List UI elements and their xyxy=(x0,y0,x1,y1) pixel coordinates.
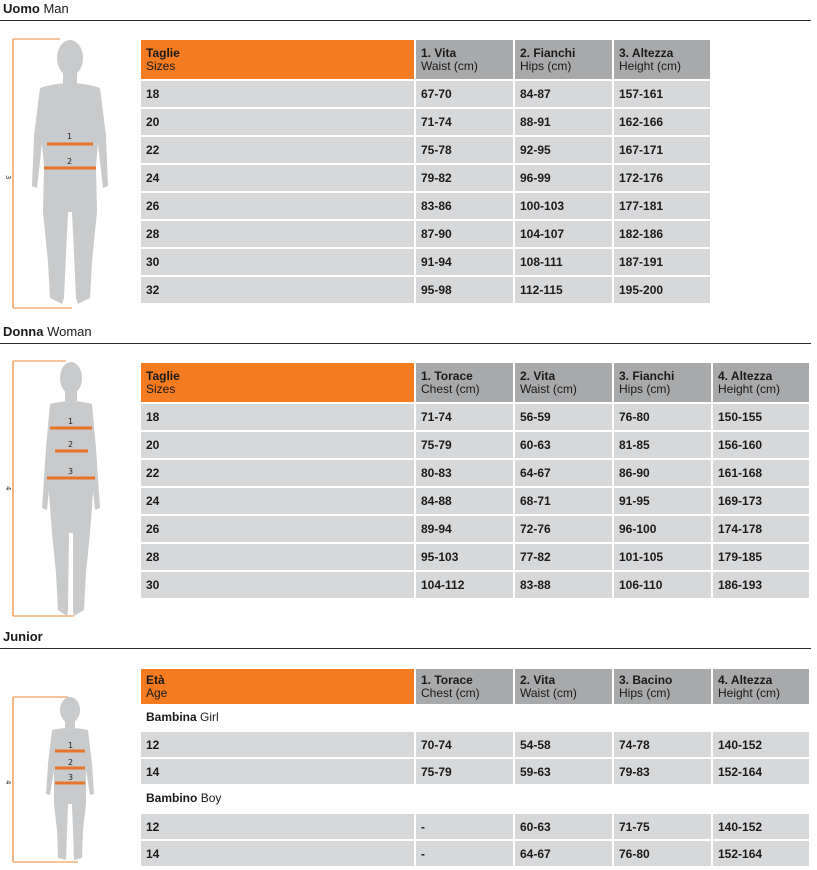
marker-2: 2 xyxy=(68,440,74,449)
measurement-cell: 92-95 xyxy=(515,135,614,163)
header-label xyxy=(141,704,811,730)
table-header-row xyxy=(141,363,811,402)
header-cell xyxy=(515,40,614,79)
man-figure xyxy=(0,36,130,312)
header-label: Girl xyxy=(200,710,219,724)
size-cell: 24 xyxy=(141,163,416,191)
header-label: Age xyxy=(146,685,168,700)
table-row xyxy=(141,514,811,542)
measurement-cell: 70-74 xyxy=(416,730,515,757)
measurement-cell: 68-71 xyxy=(515,486,614,514)
ruler-label: 4 xyxy=(4,780,12,785)
header-cell xyxy=(416,669,515,704)
header-cell xyxy=(416,40,515,79)
measurement-cell: 156-160 xyxy=(713,430,811,458)
header-label: Waist (cm) xyxy=(421,58,478,73)
measurement-cell: 60-63 xyxy=(515,812,614,839)
group-label-boy xyxy=(141,784,811,812)
header-cell xyxy=(515,669,614,704)
size-cell: 14 xyxy=(141,839,416,866)
header-label: Height (cm) xyxy=(619,58,682,73)
junior-figure xyxy=(0,694,130,866)
header-label: Height (cm) xyxy=(718,381,781,396)
header-label: Hips (cm) xyxy=(619,381,671,396)
table-row xyxy=(141,275,712,303)
table-row xyxy=(141,486,811,514)
measurement-cell: 179-185 xyxy=(713,542,811,570)
section-title-it: Uomo xyxy=(3,1,40,16)
measurement-cell: 152-164 xyxy=(713,757,811,784)
size-cell: 22 xyxy=(141,135,416,163)
measurement-cell: 67-70 xyxy=(416,79,515,107)
measurement-cell: 64-67 xyxy=(515,839,614,866)
header-label: 1. Torace xyxy=(421,368,473,383)
table-row xyxy=(141,402,811,430)
marker-2: 2 xyxy=(68,758,74,767)
section-title-en: Man xyxy=(43,1,69,16)
section-title-junior xyxy=(3,629,43,644)
measurement-cell: 74-78 xyxy=(614,730,713,757)
size-cell: 26 xyxy=(141,191,416,219)
header-label: 4. Altezza xyxy=(718,672,773,687)
header-label: 3. Fianchi xyxy=(619,368,675,383)
table-row xyxy=(141,730,811,757)
measurement-cell: 169-173 xyxy=(713,486,811,514)
measurement-cell: 162-166 xyxy=(614,107,712,135)
table-header-row xyxy=(141,669,811,704)
measurement-cell: 174-178 xyxy=(713,514,811,542)
header-label: 3. Altezza xyxy=(619,45,674,60)
size-cell: 24 xyxy=(141,486,416,514)
header-label: 1. Torace xyxy=(421,672,473,687)
table-row xyxy=(141,79,712,107)
measurement-cell: 106-110 xyxy=(614,570,713,598)
table-row xyxy=(141,430,811,458)
measurement-cell: 167-171 xyxy=(614,135,712,163)
table-row xyxy=(141,247,712,275)
header-cell xyxy=(614,40,712,79)
measurement-cell: 75-79 xyxy=(416,757,515,784)
marker-3: 3 xyxy=(68,467,74,476)
ruler-label: 4 xyxy=(4,486,12,491)
measurement-cell: 101-105 xyxy=(614,542,713,570)
size-cell: 18 xyxy=(141,402,416,430)
header-cell xyxy=(141,669,416,704)
measurement-cell: 72-76 xyxy=(515,514,614,542)
measurement-cell: 186-193 xyxy=(713,570,811,598)
measurement-cell: 152-164 xyxy=(713,839,811,866)
header-cell xyxy=(515,363,614,402)
measurement-cell: 95-98 xyxy=(416,275,515,303)
measurement-cell: 177-181 xyxy=(614,191,712,219)
measurement-cell: 79-83 xyxy=(614,757,713,784)
table-row xyxy=(141,107,712,135)
header-label: Waist (cm) xyxy=(520,381,577,396)
measurement-cell: 100-103 xyxy=(515,191,614,219)
header-label: Sizes xyxy=(146,381,176,396)
size-cell: 32 xyxy=(141,275,416,303)
measurement-cell: 79-82 xyxy=(416,163,515,191)
table-row xyxy=(141,570,811,598)
measurement-cell: 84-87 xyxy=(515,79,614,107)
measurement-cell: - xyxy=(416,812,515,839)
measurement-cell: 140-152 xyxy=(713,812,811,839)
measurement-cell: 83-88 xyxy=(515,570,614,598)
measurement-cell: 172-176 xyxy=(614,163,712,191)
marker-3: 3 xyxy=(68,773,74,782)
measurement-cell: 60-63 xyxy=(515,430,614,458)
measurement-cell: 75-79 xyxy=(416,430,515,458)
header-label xyxy=(141,784,811,812)
size-cell: 14 xyxy=(141,757,416,784)
header-label: Chest (cm) xyxy=(421,685,480,700)
measurement-cell: 150-155 xyxy=(713,402,811,430)
table-row xyxy=(141,191,712,219)
measurement-cell: 77-82 xyxy=(515,542,614,570)
header-label: 1. Vita xyxy=(421,45,457,60)
header-label: Sizes xyxy=(146,58,176,73)
header-label: 3. Bacino xyxy=(619,672,673,687)
size-cell: 30 xyxy=(141,247,416,275)
measurement-cell: 75-78 xyxy=(416,135,515,163)
marker-2: 2 xyxy=(67,157,73,166)
table-row xyxy=(141,757,811,784)
measurement-cell: 96-100 xyxy=(614,514,713,542)
measurement-cell: - xyxy=(416,839,515,866)
table-row xyxy=(141,839,811,866)
section-divider xyxy=(0,20,811,21)
size-cell: 20 xyxy=(141,107,416,135)
table-row xyxy=(141,219,712,247)
size-cell: 12 xyxy=(141,812,416,839)
measurement-cell: 81-85 xyxy=(614,430,713,458)
size-cell: 12 xyxy=(141,730,416,757)
size-cell: 18 xyxy=(141,79,416,107)
man-size-table xyxy=(141,40,712,303)
header-label: 2. Vita xyxy=(520,368,556,383)
section-divider xyxy=(0,648,811,649)
measurement-cell: 161-168 xyxy=(713,458,811,486)
measurement-cell: 157-161 xyxy=(614,79,712,107)
measurement-cell: 187-191 xyxy=(614,247,712,275)
section-title-woman xyxy=(3,324,92,339)
group-label-girl xyxy=(141,704,811,730)
measurement-cell: 80-83 xyxy=(416,458,515,486)
header-label: Height (cm) xyxy=(718,685,781,700)
measurement-cell: 76-80 xyxy=(614,402,713,430)
header-label: Hips (cm) xyxy=(520,58,572,73)
section-title-en: Woman xyxy=(47,324,92,339)
header-label: Hips (cm) xyxy=(619,685,671,700)
header-cell xyxy=(141,40,416,79)
junior-size-table xyxy=(141,669,811,866)
table-row xyxy=(141,812,811,839)
header-label: 2. Vita xyxy=(520,672,556,687)
size-cell: 28 xyxy=(141,219,416,247)
marker-1: 1 xyxy=(67,132,73,141)
measurement-cell: 76-80 xyxy=(614,839,713,866)
measurement-cell: 112-115 xyxy=(515,275,614,303)
header-cell xyxy=(713,669,811,704)
woman-size-table xyxy=(141,363,811,598)
header-label: Boy xyxy=(200,791,222,805)
measurement-cell: 108-111 xyxy=(515,247,614,275)
measurement-cell: 59-63 xyxy=(515,757,614,784)
measurement-cell: 86-90 xyxy=(614,458,713,486)
woman-figure xyxy=(0,358,130,620)
measurement-cell: 84-88 xyxy=(416,486,515,514)
header-cell xyxy=(614,363,713,402)
header-label: Chest (cm) xyxy=(421,381,480,396)
measurement-cell: 56-59 xyxy=(515,402,614,430)
header-label: Taglie xyxy=(146,45,180,60)
measurement-cell: 91-94 xyxy=(416,247,515,275)
size-cell: 28 xyxy=(141,542,416,570)
measurement-cell: 87-90 xyxy=(416,219,515,247)
measurement-cell: 104-107 xyxy=(515,219,614,247)
marker-1: 1 xyxy=(68,417,74,426)
measurement-cell: 71-75 xyxy=(614,812,713,839)
size-cell: 22 xyxy=(141,458,416,486)
measurement-cell: 71-74 xyxy=(416,107,515,135)
table-row xyxy=(141,135,712,163)
measurement-cell: 54-58 xyxy=(515,730,614,757)
header-cell xyxy=(416,363,515,402)
header-label: Bambino xyxy=(146,791,198,805)
header-label: Waist (cm) xyxy=(520,685,577,700)
section-title-it: Junior xyxy=(3,629,43,644)
table-row xyxy=(141,458,811,486)
header-cell xyxy=(713,363,811,402)
header-cell xyxy=(141,363,416,402)
header-label: Bambina xyxy=(146,710,197,724)
measurement-cell: 64-67 xyxy=(515,458,614,486)
measurement-cell: 195-200 xyxy=(614,275,712,303)
table-header-row xyxy=(141,40,712,79)
header-label: 4. Altezza xyxy=(718,368,773,383)
marker-1: 1 xyxy=(68,741,74,750)
header-label: Età xyxy=(146,672,165,687)
header-label: 2. Fianchi xyxy=(520,45,576,60)
measurement-cell: 140-152 xyxy=(713,730,811,757)
table-row xyxy=(141,542,811,570)
measurement-cell: 91-95 xyxy=(614,486,713,514)
table-row xyxy=(141,163,712,191)
measurement-cell: 95-103 xyxy=(416,542,515,570)
measurement-cell: 83-86 xyxy=(416,191,515,219)
measurement-cell: 182-186 xyxy=(614,219,712,247)
measurement-cell: 89-94 xyxy=(416,514,515,542)
size-cell: 26 xyxy=(141,514,416,542)
measurement-cell: 96-99 xyxy=(515,163,614,191)
measurement-cell: 71-74 xyxy=(416,402,515,430)
measurement-cell: 104-112 xyxy=(416,570,515,598)
header-cell xyxy=(614,669,713,704)
size-cell: 20 xyxy=(141,430,416,458)
measurement-cell: 88-91 xyxy=(515,107,614,135)
section-divider xyxy=(0,343,811,344)
header-label: Taglie xyxy=(146,368,180,383)
section-title-man xyxy=(3,1,69,16)
ruler-label: 3 xyxy=(4,175,12,180)
section-title-it: Donna xyxy=(3,324,44,339)
size-cell: 30 xyxy=(141,570,416,598)
